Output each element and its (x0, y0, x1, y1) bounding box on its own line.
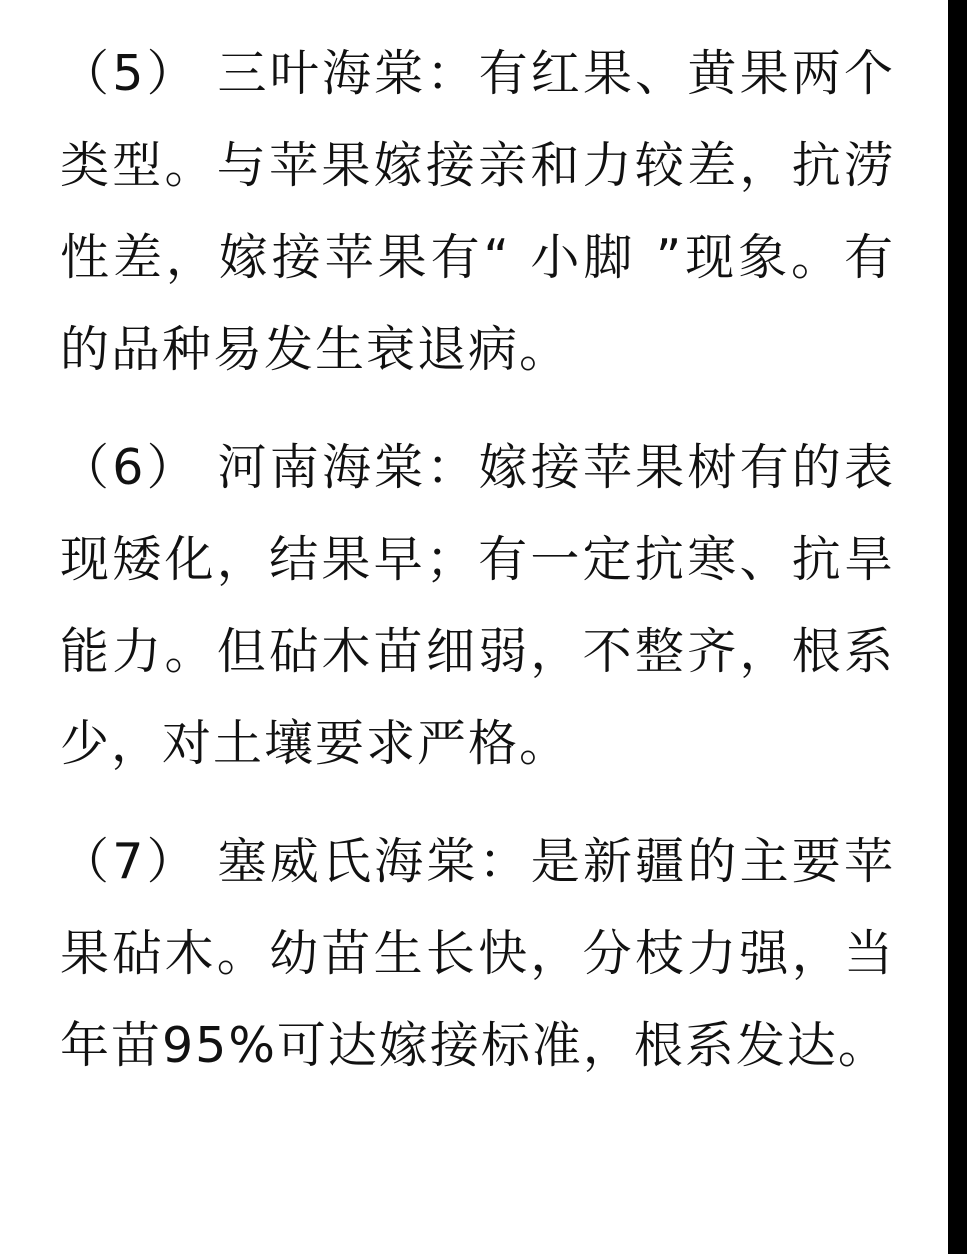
paragraph-sanye-haitang: （5） 三叶海棠：有红果、黄果两个类型。与苹果嫁接亲和力较差，抗涝性差，嫁接苹果有“ 小脚 ”现象。有的品种易发生衰退病。 (60, 45, 895, 378)
right-edge-bar (948, 0, 967, 1254)
paragraph-henan-haitang: （6） 河南海棠：嫁接苹果树有的表现矮化，结果早；有一定抗寒、抗旱能力。但砧木苗细弱，不整齐，根系少，对土壤要求严格。 (60, 439, 895, 772)
paragraph-saiweishi-haitang: （7） 塞威氏海棠：是新疆的主要苹果砧木。幼苗生长快，分枝力强，当年苗95%可达嫁接标准，根系发达。 (60, 833, 895, 1074)
